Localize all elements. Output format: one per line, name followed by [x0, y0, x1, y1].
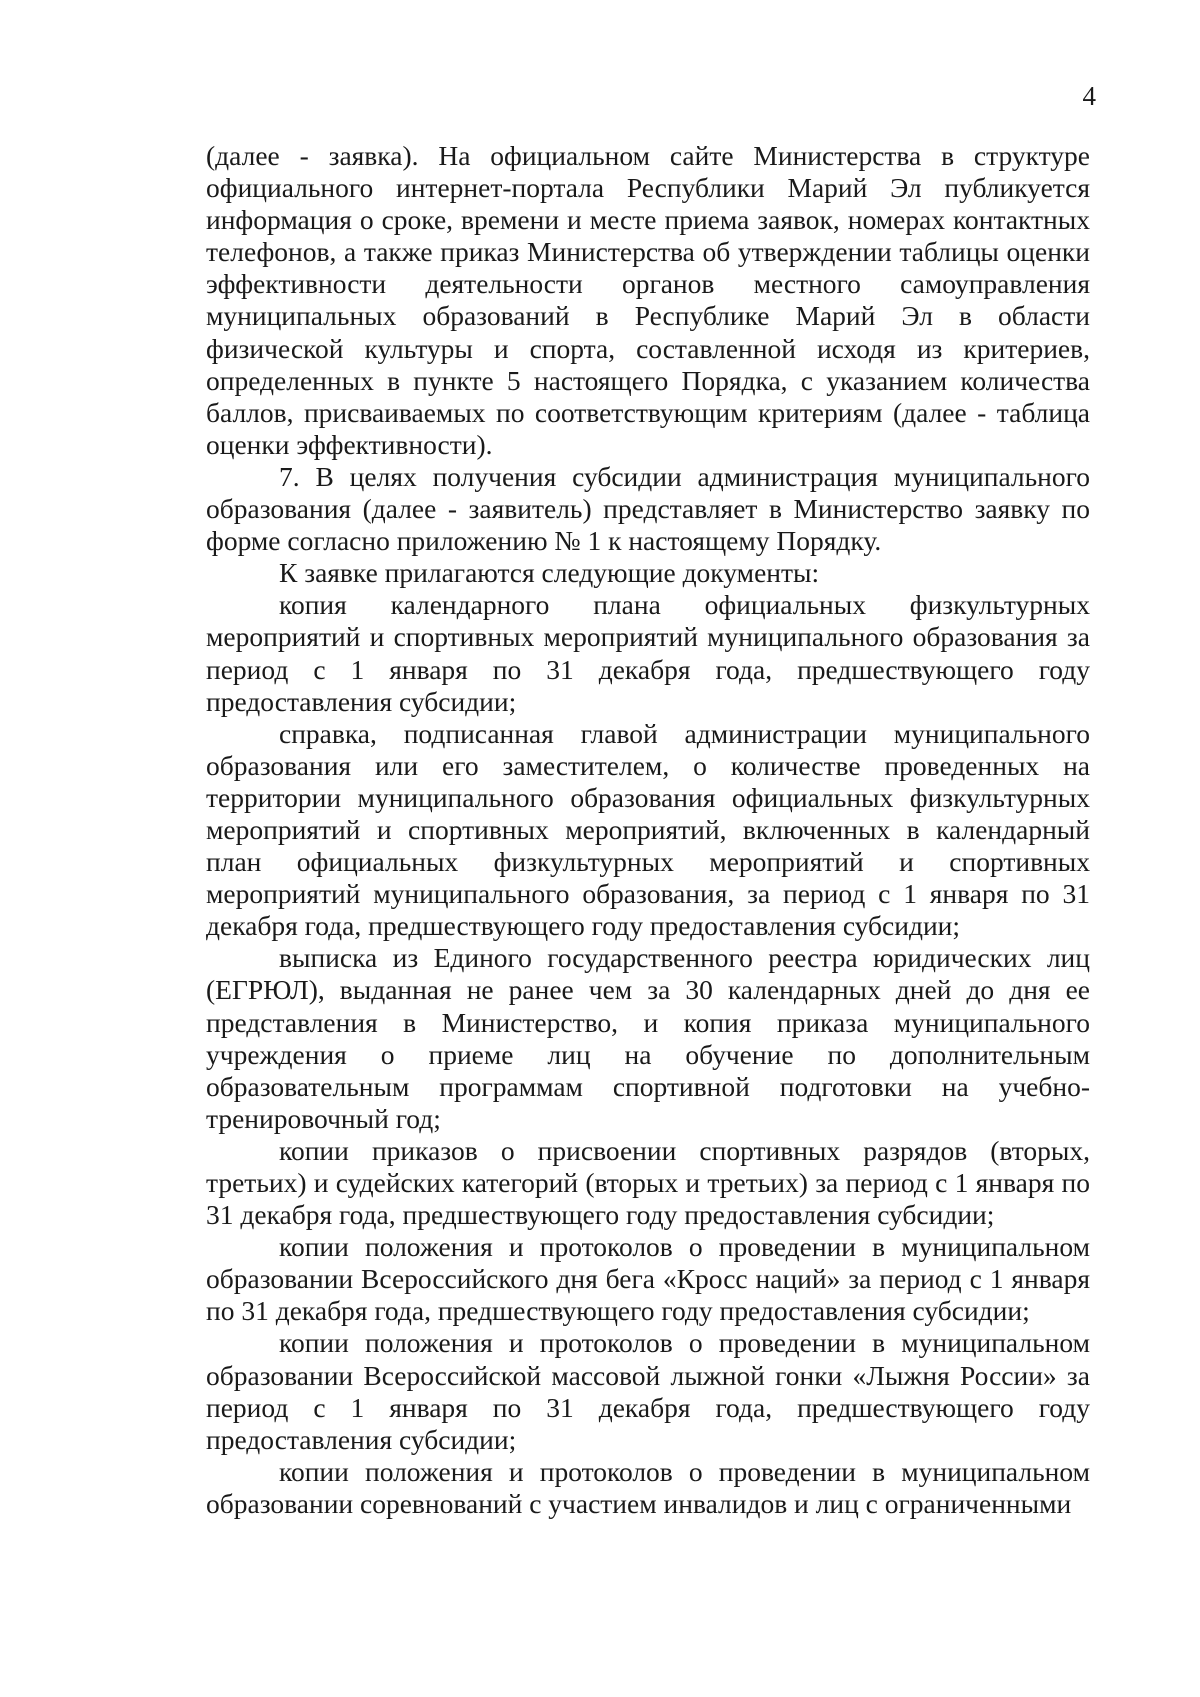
page-number: 4	[1082, 81, 1096, 111]
paragraph-continuation: (далее - заявка). На официальном сайте Министерства в структуре официального интернет-портала Республики Марий Эл публикуется информация о сроке, времени и месте приема заявок, номерах контактных телефонов, а также приказ Министерства об утверждении таблицы оценки эффективности деятельности органов местного самоуправления муниципальных образований в Республике Марий Эл в области физической культуры и спорта, составленной исходя из критериев, определенных в пункте 5 настоящего Порядка, с указанием количества баллов, присваиваемых по соответствующим критериям (далее - таблица оценки эффективности).	[206, 140, 1090, 460]
paragraph-cross-of-nations: копии положения и протоколов о проведении в муниципальном образовании Всероссийского дня бега «Кросс наций» за период с 1 января по 31 декабря года, предшествующего году предоставления субсидии;	[206, 1231, 1090, 1327]
paragraph-certificate: справка, подписанная главой администрации муниципального образования или его заместителем, о количестве проведенных на территории муниципального образования официальных физкультурных мероприятий и спортивных мероприятий, включенных в календарный план официальных физкультурных мероприятий и спортивных мероприятий муниципального образования, за период с 1 января по 31 декабря года, предшествующего году предоставления субсидии;	[206, 717, 1090, 942]
paragraph-sport-ranks-orders: копии приказов о присвоении спортивных разрядов (вторых, третьих) и судейских категорий (вторых и третьих) за период с 1 января по 31 декабря года, предшествующего году предоставления субсидии;	[206, 1134, 1090, 1231]
paragraph-disabled-competitions: копии положения и протоколов о проведении в муниципальном образовании соревнований с участием инвалидов и лиц с ограниченными	[206, 1455, 1090, 1519]
paragraph-calendar-plan-copy: копия календарного плана официальных физкультурных мероприятий и спортивных мероприятий муниципального образования за период с 1 января по 31 декабря года, предшествующего году предоставления субсидии;	[206, 589, 1090, 717]
document-body	[206, 140, 1090, 1520]
paragraph-documents-intro: К заявке прилагаются следующие документы:	[279, 557, 820, 589]
paragraph-ski-track-of-russia: копии положения и протоколов о проведении в муниципальном образовании Всероссийской массовой лыжной гонки «Лыжня России» за период с 1 января по 31 декабря года, предшествующего году предоставления субсидии;	[206, 1327, 1090, 1455]
paragraph-egrul-extract: выписка из Единого государственного реестра юридических лиц (ЕГРЮЛ), выданная не ранее чем за 30 календарных дней до дня ее представления в Министерство, и копия приказа муниципального учреждения о приеме лиц на обучение по дополнительным образовательным программам спортивной подготовки на учебно-тренировочный год;	[206, 942, 1090, 1134]
paragraph-item-7: 7. В целях получения субсидии администрация муниципального образования (далее - заявитель) представляет в Министерство заявку по форме согласно приложению № 1 к настоящему Порядку.	[206, 460, 1090, 557]
